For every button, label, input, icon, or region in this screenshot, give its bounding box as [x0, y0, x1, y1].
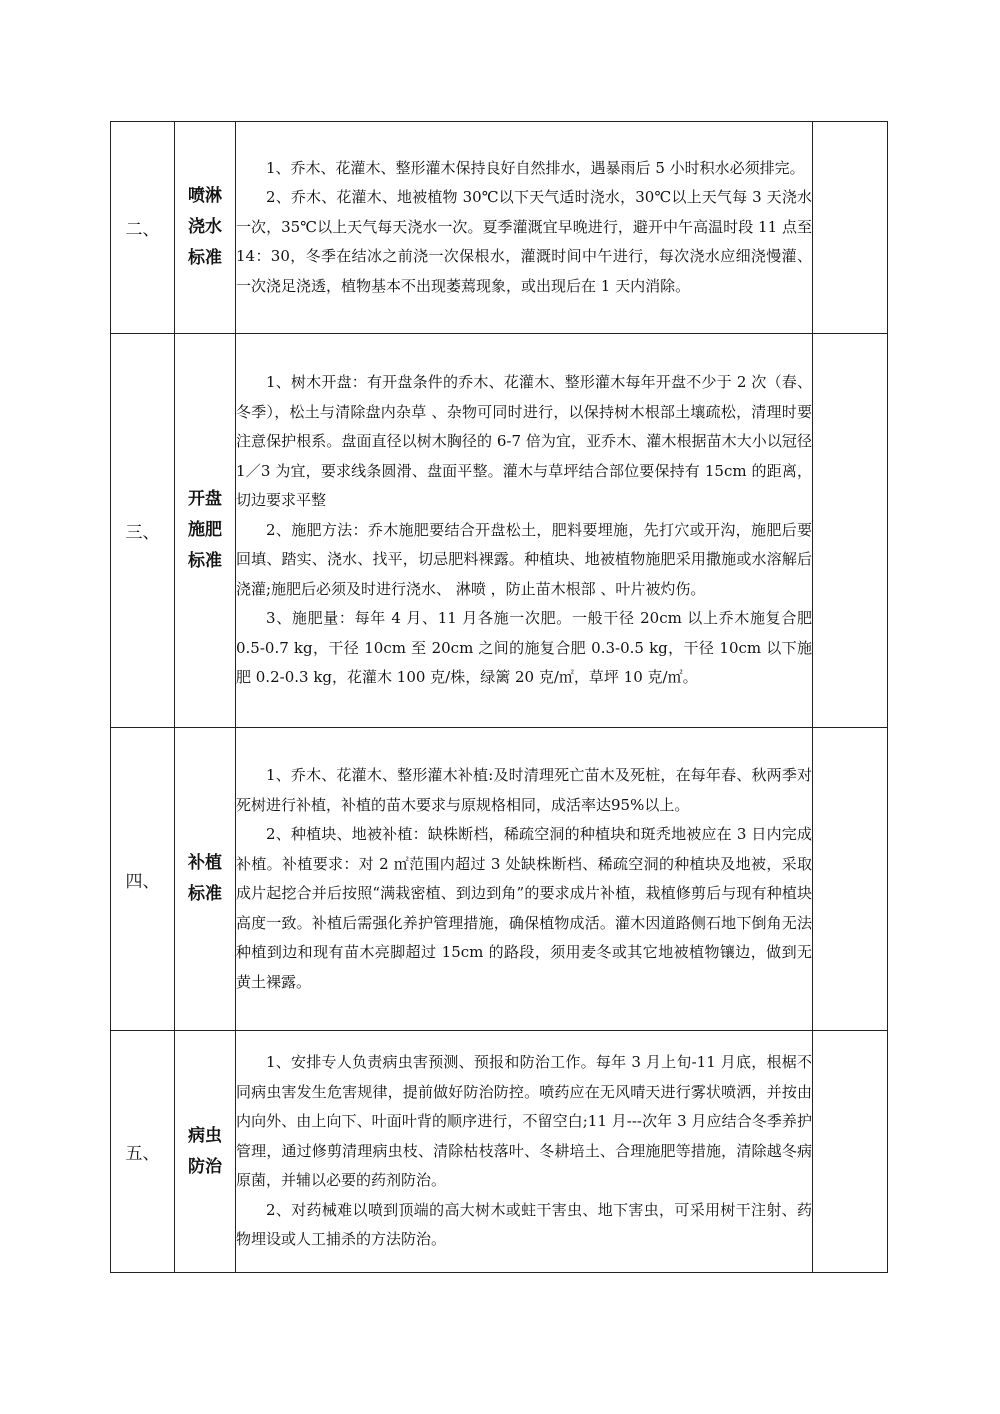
category-line: 防治	[188, 1156, 222, 1177]
row-remark	[813, 122, 888, 334]
content-paragraph: 1、安排专人负责病虫害预测、预报和防治工作。每年 3 月上旬-11 月底，根椐不同病虫害发生危害规律，提前做好防治防控。喷药应在无风晴天进行雾状喷洒，并按由内向外、由上向下、叶面叶背的顺序进行，不留空白;11 月---次年 3 月应结合冬季养护管理，通过修剪清理病虫枝、清除枯枝落叶、冬耕培土、合理施肥等措施，清除越冬病原菌，并辅以必要的药剂防治。	[236, 1053, 812, 1190]
category-line: 施肥	[188, 520, 222, 540]
row-category	[175, 728, 236, 1031]
category-line: 标准	[188, 551, 222, 571]
row-remark	[813, 1031, 888, 1273]
table-row	[111, 122, 888, 334]
standards-table	[110, 121, 888, 1273]
row-number: 五、	[111, 1031, 175, 1273]
row-category	[175, 1031, 236, 1273]
category-line: 喷淋	[188, 186, 222, 206]
content-paragraph: 2、施肥方法：乔木施肥要结合开盘松土，肥料要埋施，先打穴或开沟，施肥后要回填、踏实、浇水、找平，切忌肥料裸露。种植块、地被植物施肥采用撒施或水溶解后浇灌;施肥后必须及时进行浇水、 淋喷 ，防止苗木根部 、叶片被灼伤。	[236, 520, 812, 598]
table-row	[111, 1031, 888, 1273]
table-row	[111, 334, 888, 728]
row-remark	[813, 334, 888, 728]
row-number: 二、	[111, 122, 175, 334]
row-remark	[813, 728, 888, 1031]
content-paragraph: 2、种植块、地被补植：缺株断档，稀疏空洞的种植块和斑秃地被应在 3 日内完成补植。补植要求：对 2 ㎡范围内超过 3 处缺株断档、稀疏空洞的种植块及地被，采取成片起挖合并后按照“满栽密植、到边到角”的要求成片补植，栽植修剪后与现有种植块高度一致。补植后需强化养护管理措施，确保植物成活。灌木因道路侧石地下倒角无法种植到边和现有苗木亮脚超过 15cm 的路段，须用麦冬或其它地被植物镶边，做到无黄土裸露。	[236, 825, 812, 991]
content-paragraph: 1、乔木、花灌木、整形灌木保持良好自然排水，遇暴雨后 5 小时积水必须排完。	[266, 158, 805, 177]
category-line: 开盘	[188, 489, 222, 509]
row-category	[175, 122, 236, 334]
content-paragraph: 1、乔木、花灌木、整形灌木补植:及时清理死亡苗木及死桩，在每年春、秋两季对死树进行补植，补植的苗木要求与原规格相同，成活率达95%以上。	[236, 766, 812, 814]
category-line: 标准	[188, 248, 222, 268]
row-content	[236, 334, 813, 728]
row-number: 四、	[111, 728, 175, 1031]
content-paragraph: 2、对药械难以喷到顶端的高大树木或蛀干害虫、地下害虫，可采用树干注射、药物埋设或人工捕杀的方法防治。	[236, 1200, 812, 1249]
content-paragraph: 3、施肥量：每年 4 月、11 月各施一次肥。一般干径 20cm 以上乔木施复合肥 0.5-0.7 kg，干径 10cm 至 20cm 之间的施复合肥 0.3-0.5 kg，干径 10cm 以下施肥 0.2-0.3 kg，花灌木 100 克/株，绿篱 20 克/㎡，草坪 10 克/㎡。	[236, 609, 812, 687]
table-row	[111, 728, 888, 1031]
category-line: 标准	[188, 884, 222, 904]
content-paragraph: 1、树木开盘：有开盘条件的乔木、花灌木、整形灌木每年开盘不少于 2 次（春、冬季），松土与清除盘内杂草 、杂物可同时进行，以保持树木根部土壤疏松，清理时要注意保护根系。盘面直径以树木胸径的 6-7 倍为宜，亚乔木、灌木根据苗木大小以冠径 1／3 为宜，要求线条圆滑、盘面平整。灌木与草坪结合部位要保持有 15cm 的距离，切边要求平整	[236, 373, 812, 510]
row-content	[236, 728, 813, 1031]
row-content	[236, 122, 813, 334]
row-content	[236, 1031, 813, 1273]
content-paragraph: 2、乔木、花灌木、地被植物 30℃以下天气适时浇水，30℃以上天气每 3 天浇水一次，35℃以上天气每天浇水一次。夏季灌溉宜早晚进行，避开中午高温时段 11 点至 14：30，冬季在结冰之前浇一次保根水，灌溉时间中午进行，每次浇水应细浇慢灌、一次浇足浇透，植物基本不出现萎蔫现象，或出现后在 1 天内消除。	[236, 188, 812, 295]
category-line: 病虫	[188, 1125, 222, 1146]
category-line: 浇水	[188, 217, 222, 237]
row-category	[175, 334, 236, 728]
category-line: 补植	[188, 853, 222, 873]
row-number: 三、	[111, 334, 175, 728]
